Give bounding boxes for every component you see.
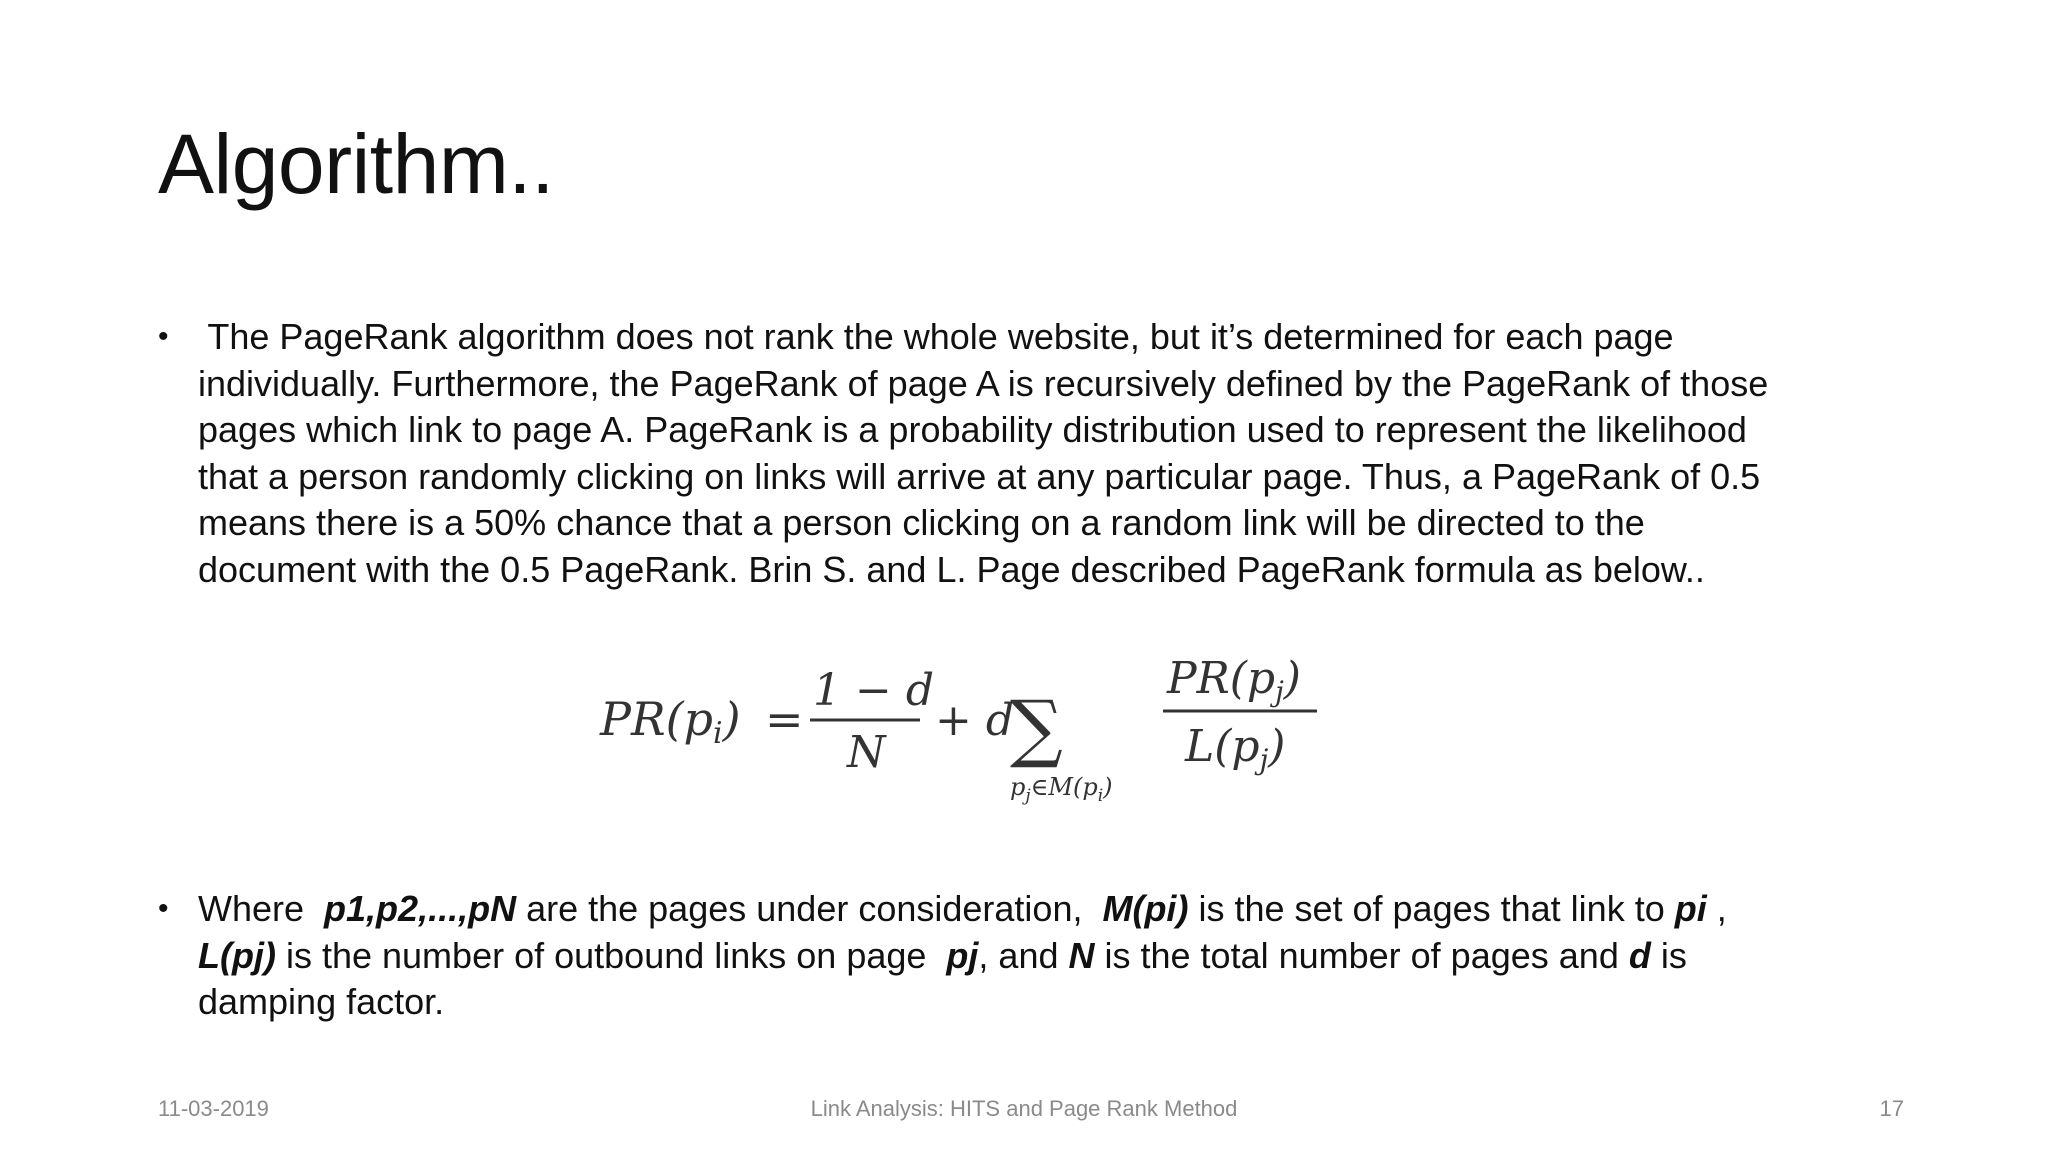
formula-lhs: PR(pi) xyxy=(600,692,741,751)
term-n: N xyxy=(1068,934,1095,976)
formula-numerator: 1 − d xyxy=(813,665,934,716)
bullet-1-line-1: The PageRank algorithm does not rank the whole website, but it’s determined for each page xyxy=(198,316,1674,357)
bullet-1-line-6: document with the 0.5 PageRank. Brin S. and L. Page described PageRank formula as below.. xyxy=(198,548,1705,590)
bullet-2 xyxy=(158,886,1918,1026)
term-m-pi: M(pi) xyxy=(1102,888,1189,929)
term-l-pj: L(pj) xyxy=(198,934,276,976)
bullet-2-line-1 xyxy=(198,886,1918,933)
formula-sigma: ∑ xyxy=(1010,685,1063,771)
bullet-2-text-part: is the total number of pages and xyxy=(1094,934,1629,976)
bullet-icon: • xyxy=(158,892,169,925)
bullet-2-text-part: is the number of outbound links on page xyxy=(275,934,947,976)
formula-svg xyxy=(595,645,1325,815)
footer-date: 11-03-2019 xyxy=(158,1096,269,1121)
bullet-2-line-3: damping factor. xyxy=(198,981,445,1022)
formula-sum-subscript: $p_j\in M(p_i)$ xyxy=(1010,773,1113,806)
bullet-icon: • xyxy=(158,320,169,353)
formula-plus-d: + d xyxy=(935,695,1015,746)
term-pi: pi xyxy=(1674,888,1707,929)
slide-title: Algorithm.. xyxy=(158,117,554,211)
bullet-1-line-3: pages which link to page A. PageRank is a probability distribution used to represent the likelihood xyxy=(198,409,1747,450)
bullet-2-text-part: are the pages under consideration, xyxy=(516,888,1103,929)
bullet-1 xyxy=(158,314,1918,593)
term-d: d xyxy=(1628,934,1651,976)
bullet-1-line-2: individually. Furthermore, the PageRank of page A is recursively defined by the PageRank of those xyxy=(198,362,1769,404)
bullet-2-text xyxy=(158,886,1918,1026)
bullet-2-line-2 xyxy=(198,933,1918,980)
bullet-2-text-part: is the set of pages that link to xyxy=(1188,888,1675,929)
formula-fraction-denominator: L(pj) xyxy=(1185,721,1286,776)
footer-title: Link Analysis: HITS and Page Rank Method xyxy=(810,1096,1238,1121)
bullet-1-line-5: means there is a 50% chance that a person clicking on a random link will be directed to the xyxy=(198,502,1645,543)
formula-fraction-numerator: PR(pj) xyxy=(1167,653,1301,708)
term-p1-pn: p1,p2,...,pN xyxy=(324,888,517,929)
pagerank-formula xyxy=(595,645,1325,815)
bullet-2-text-part: Where xyxy=(198,888,325,929)
term-pj: pj xyxy=(946,934,979,976)
bullet-2-text-part: , xyxy=(1706,888,1727,929)
bullet-1-line-4: that a person randomly clicking on links will arrive at any particular page. Thus, a PageRank of 0.5 xyxy=(198,455,1761,497)
bullet-1-text xyxy=(158,314,1918,593)
footer-page-number: 17 xyxy=(1879,1096,1904,1121)
bullet-2-text-part: is xyxy=(1650,934,1687,976)
bullet-2-text-part: , and xyxy=(978,934,1069,976)
formula-equals: = xyxy=(765,692,804,746)
formula-denominator: N xyxy=(847,727,886,778)
